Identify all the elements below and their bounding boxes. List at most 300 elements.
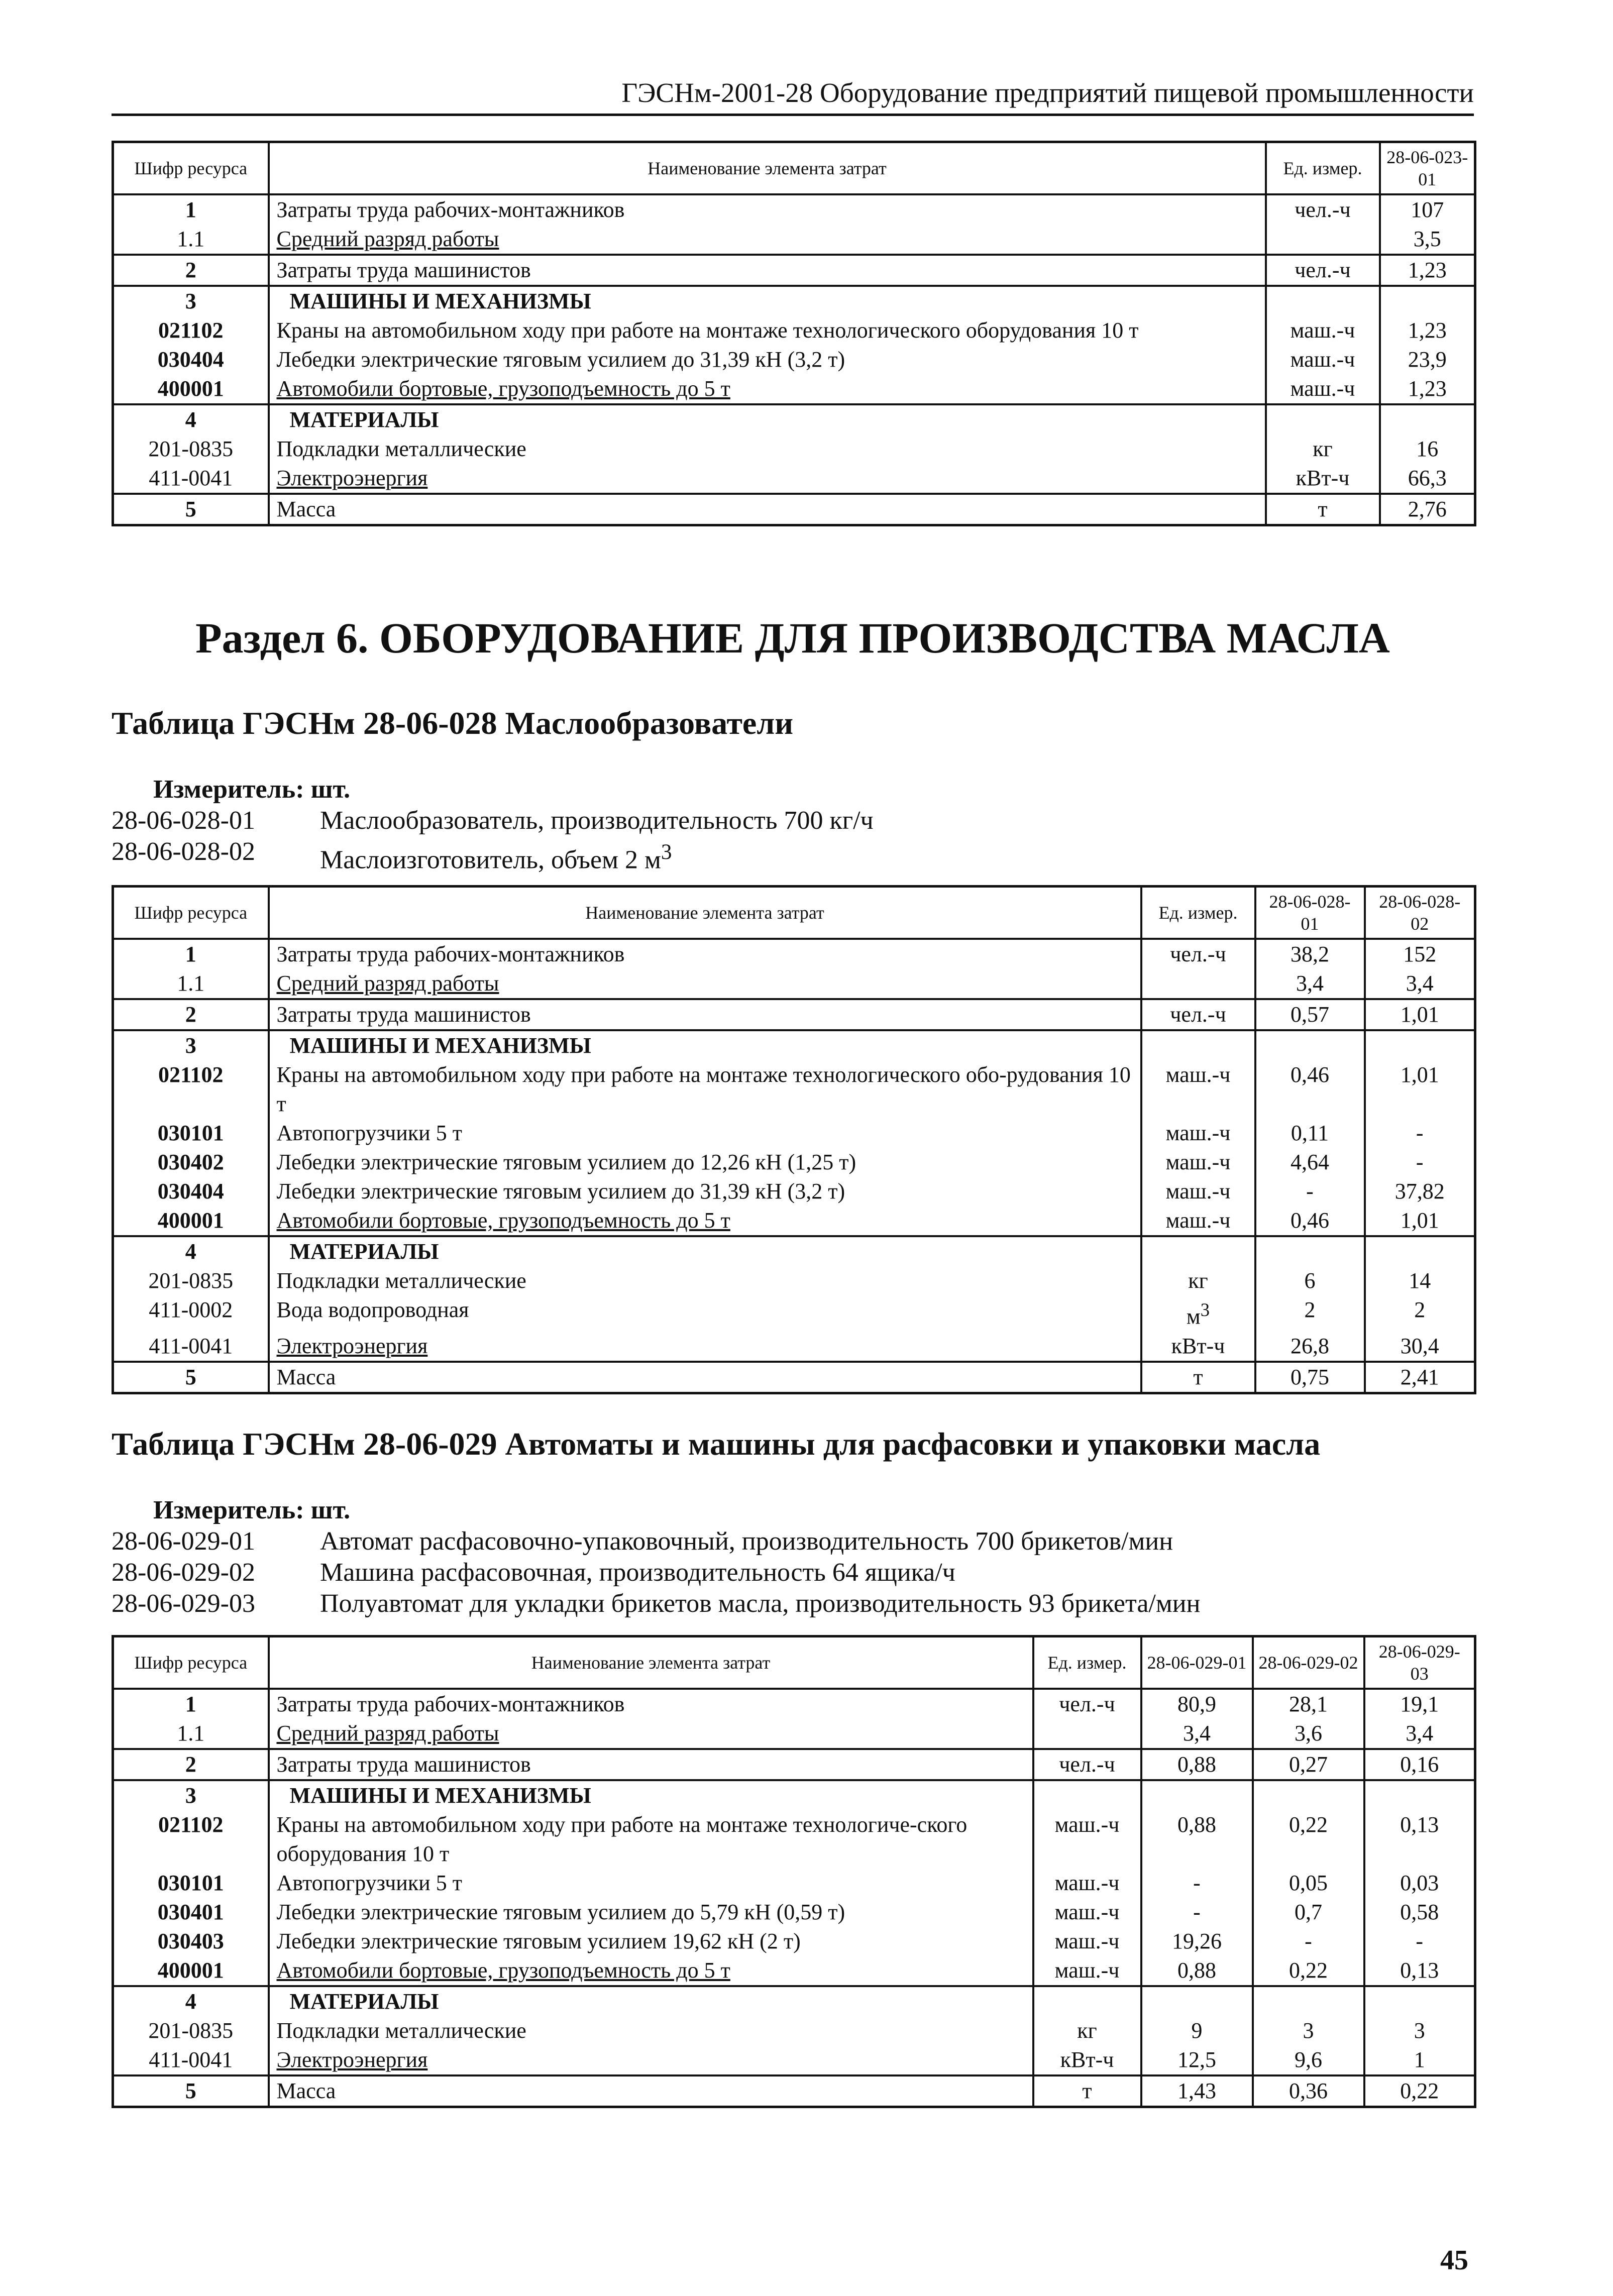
cell-unit <box>1266 434 1380 464</box>
meter-value: шт. <box>310 1496 351 1524</box>
cell-cost-element <box>269 1119 1141 1148</box>
cell-cost-element <box>269 1206 1141 1236</box>
item-code: 28-06-028-02 <box>112 837 255 866</box>
cell-unit <box>1033 1719 1141 1749</box>
cell-resource-code: 030101 <box>113 1119 269 1148</box>
cell-unit <box>1141 1177 1255 1206</box>
cost-element-text: Краны на автомобильном ходу при работе на монтаже технологического оборудования 10 т <box>276 318 1139 343</box>
cell-resource-code: 021102 <box>113 316 269 345</box>
cell-cost-element <box>269 345 1266 374</box>
table-row <box>113 1719 1475 1749</box>
cell-cost-element <box>269 464 1266 494</box>
list-item <box>112 1588 1474 1619</box>
cell-resource-code: 400001 <box>113 374 269 404</box>
cost-element-text: Автомобили бортовые, грузоподъемность до 5 т <box>276 1958 730 1983</box>
cost-element-text: Краны на автомобильном ходу при работе на монтаже технологического обо-рудования 10 т <box>276 1062 1131 1116</box>
cell-cost-element <box>269 225 1266 255</box>
table-row <box>113 1148 1475 1177</box>
unit-text: маш.-ч <box>1165 1062 1231 1087</box>
cell-cost-element <box>269 1749 1033 1780</box>
cell-resource-code: 4 <box>113 1236 269 1266</box>
unit-text: чел.-ч <box>1295 197 1351 222</box>
col-header-code: Шифр ресурса <box>113 1636 269 1689</box>
cell-norm-value: 0,88 <box>1141 1810 1253 1869</box>
cell-norm-value: 0,88 <box>1141 1956 1253 1986</box>
cell-cost-element <box>269 1719 1033 1749</box>
table-row <box>113 316 1475 345</box>
cost-element-text: Затраты труда машинистов <box>276 1002 531 1027</box>
unit-text: кВт-ч <box>1060 2047 1114 2072</box>
cell-unit <box>1033 2016 1141 2045</box>
cell-norm-value: 3 <box>1364 2016 1475 2045</box>
cell-resource-code: 2 <box>113 1749 269 1780</box>
cell-unit <box>1141 1060 1255 1119</box>
cell-norm-value: 4,64 <box>1255 1148 1365 1177</box>
cell-norm-value: 3,6 <box>1253 1719 1364 1749</box>
unit-text: маш.-ч <box>1290 318 1355 343</box>
cell-cost-element <box>269 1362 1141 1393</box>
meter-line <box>153 1495 350 1525</box>
cell-cost-element <box>269 2075 1033 2107</box>
cost-element-text: Автомобили бортовые, грузоподъемность до 5 т <box>276 376 730 401</box>
table-row <box>113 2075 1475 2107</box>
col-header-unit: Ед. измер. <box>1266 142 1380 195</box>
cell-resource-code: 030402 <box>113 1148 269 1177</box>
cost-element-text: МАТЕРИАЛЫ <box>289 1989 439 2014</box>
page-number: 45 <box>1440 2245 1468 2276</box>
cell-unit <box>1141 1148 1255 1177</box>
cell-norm-value: 12,5 <box>1141 2045 1253 2075</box>
cell-cost-element <box>269 1030 1141 1060</box>
cell-resource-code: 400001 <box>113 1206 269 1236</box>
cell-norm-value <box>1380 404 1475 434</box>
cost-element-text: Автомобили бортовые, грузоподъемность до 5 т <box>276 1208 730 1233</box>
cell-norm-value: 0,88 <box>1141 1749 1253 1780</box>
cell-norm-value: 107 <box>1380 194 1475 225</box>
cell-norm-value: 30,4 <box>1365 1332 1475 1362</box>
cell-norm-value <box>1255 1030 1365 1060</box>
cell-norm-value: 1,23 <box>1380 316 1475 345</box>
cell-resource-code: 1.1 <box>113 1719 269 1749</box>
item-text <box>320 836 1474 876</box>
cell-norm-value: 28,1 <box>1253 1689 1364 1719</box>
table-row <box>113 434 1475 464</box>
table-row <box>113 969 1475 999</box>
cell-resource-code: 030404 <box>113 345 269 374</box>
table-row <box>113 286 1475 316</box>
cell-norm-value: 0,36 <box>1253 2075 1364 2107</box>
cost-element-text: МАШИНЫ И МЕХАНИЗМЫ <box>289 1033 591 1058</box>
cost-element-text: Затраты труда рабочих-монтажников <box>276 942 625 966</box>
unit-text: чел.-ч <box>1170 1002 1226 1027</box>
table-header-row <box>113 887 1475 939</box>
cell-unit <box>1141 1236 1255 1266</box>
cell-resource-code: 030101 <box>113 1869 269 1898</box>
cell-cost-element <box>269 999 1141 1030</box>
cell-unit <box>1266 286 1380 316</box>
table-row <box>113 404 1475 434</box>
section-title: Раздел 6. ОБОРУДОВАНИЕ ДЛЯ ПРОИЗВОДСТВА МАСЛА <box>195 614 1390 662</box>
cell-cost-element <box>269 1956 1033 1986</box>
cell-unit <box>1033 1689 1141 1719</box>
meter-value: шт. <box>310 775 351 804</box>
cell-cost-element <box>269 1689 1033 1719</box>
cell-cost-element <box>269 1898 1033 1927</box>
norm-table-28-06-023 <box>112 141 1476 526</box>
cell-cost-element <box>269 255 1266 286</box>
cell-resource-code: 4 <box>113 1986 269 2016</box>
item-code: 28-06-029-01 <box>112 1527 255 1556</box>
cell-cost-element <box>269 494 1266 525</box>
cell-cost-element <box>269 1266 1141 1295</box>
col-header-value: 28-06-028-01 <box>1255 887 1365 939</box>
item-list-28-06-028 <box>112 805 1474 876</box>
cost-element-text: МАТЕРИАЛЫ <box>289 1239 439 1264</box>
unit-text: кг <box>1188 1268 1208 1293</box>
cell-norm-value: 2 <box>1365 1295 1475 1332</box>
cell-norm-value <box>1380 286 1475 316</box>
cost-element-text: Средний разряд работы <box>276 1721 499 1745</box>
cell-cost-element <box>269 1927 1033 1956</box>
table-row <box>113 1898 1475 1927</box>
cell-unit <box>1033 2045 1141 2075</box>
table-row <box>113 374 1475 404</box>
cell-norm-value <box>1141 1780 1253 1810</box>
cell-norm-value <box>1255 1236 1365 1266</box>
table-row <box>113 1362 1475 1393</box>
unit-text: маш.-ч <box>1165 1179 1231 1204</box>
list-item <box>112 1526 1474 1557</box>
cell-norm-value: - <box>1365 1148 1475 1177</box>
cell-resource-code: 411-0041 <box>113 464 269 494</box>
cost-element-text: Лебедки электрические тяговым усилием до 12,26 кН (1,25 т) <box>276 1150 856 1174</box>
list-item <box>112 805 1474 836</box>
table-row <box>113 1236 1475 1266</box>
unit-text: чел.-ч <box>1295 258 1351 282</box>
cell-resource-code: 2 <box>113 999 269 1030</box>
cost-element-text: Затраты труда машинистов <box>276 1752 531 1777</box>
cell-norm-value: 0,05 <box>1253 1869 1364 1898</box>
cell-resource-code: 021102 <box>113 1810 269 1869</box>
cell-cost-element <box>269 404 1266 434</box>
cell-unit <box>1266 494 1380 525</box>
table-row <box>113 1266 1475 1295</box>
cost-element-text: Средний разряд работы <box>276 227 499 251</box>
cell-norm-value: - <box>1253 1927 1364 1956</box>
unit-text: кг <box>1313 436 1333 461</box>
cost-element-text: Масса <box>276 497 336 521</box>
unit-text: кВт-ч <box>1296 466 1350 490</box>
cell-norm-value <box>1365 1030 1475 1060</box>
cost-element-text: Лебедки электрические тяговым усилием до 31,39 кН (3,2 т) <box>276 347 845 372</box>
item-code: 28-06-029-03 <box>112 1589 255 1618</box>
unit-text: м <box>1186 1304 1201 1329</box>
cell-norm-value: 1,01 <box>1365 1060 1475 1119</box>
cell-cost-element <box>269 1332 1141 1362</box>
cell-norm-value: 0,57 <box>1255 999 1365 1030</box>
list-item <box>112 1557 1474 1588</box>
cell-norm-value: 0,22 <box>1253 1956 1364 1986</box>
cost-element-text: Затраты труда машинистов <box>276 258 531 282</box>
cell-unit <box>1033 1986 1141 2016</box>
cost-element-text: Электроэнергия <box>276 1333 428 1358</box>
cell-norm-value: 3,4 <box>1365 969 1475 999</box>
item-list-28-06-029 <box>112 1526 1474 1619</box>
cell-norm-value: 2 <box>1255 1295 1365 1332</box>
col-header-code: Шифр ресурса <box>113 142 269 195</box>
cell-cost-element <box>269 1295 1141 1332</box>
cell-norm-value <box>1141 1986 1253 2016</box>
cell-unit <box>1141 1030 1255 1060</box>
cell-cost-element <box>269 1810 1033 1869</box>
col-header-name: Наименование элемента затрат <box>269 142 1266 195</box>
cell-unit <box>1141 1332 1255 1362</box>
cell-cost-element <box>269 1060 1141 1119</box>
table-row <box>113 345 1475 374</box>
unit-text: чел.-ч <box>1170 942 1226 966</box>
cell-norm-value: 19,1 <box>1364 1689 1475 1719</box>
cell-norm-value: 1 <box>1364 2045 1475 2075</box>
cell-norm-value: 152 <box>1365 939 1475 969</box>
cell-unit <box>1266 255 1380 286</box>
unit-superscript: 3 <box>1200 1299 1210 1320</box>
cell-resource-code: 400001 <box>113 1956 269 1986</box>
table-row <box>113 1177 1475 1206</box>
cell-norm-value: 2,41 <box>1365 1362 1475 1393</box>
unit-text: т <box>1193 1364 1203 1389</box>
table-row <box>113 255 1475 286</box>
cell-unit <box>1033 1898 1141 1927</box>
table-header-row <box>113 1636 1475 1689</box>
cell-unit <box>1033 1810 1141 1869</box>
cell-norm-value <box>1364 1986 1475 2016</box>
cell-unit <box>1266 194 1380 225</box>
unit-text: маш.-ч <box>1290 347 1355 372</box>
item-text-superscript: 3 <box>661 840 672 864</box>
cell-resource-code: 1 <box>113 194 269 225</box>
meter-label: Измеритель: <box>153 1496 304 1524</box>
cell-norm-value: 9,6 <box>1253 2045 1364 2075</box>
cell-norm-value: 0,46 <box>1255 1060 1365 1119</box>
item-code: 28-06-029-02 <box>112 1558 255 1587</box>
cell-norm-value: 0,11 <box>1255 1119 1365 1148</box>
cell-norm-value: 1,23 <box>1380 374 1475 404</box>
table-row <box>113 1810 1475 1869</box>
cell-norm-value: 2,76 <box>1380 494 1475 525</box>
col-header-value: 28-06-029-02 <box>1253 1636 1364 1689</box>
cell-resource-code: 411-0041 <box>113 2045 269 2075</box>
item-text-main: Маслоизготовитель, объем 2 м <box>320 845 661 874</box>
table-row <box>113 225 1475 255</box>
norm-table-28-06-029 <box>112 1635 1476 2108</box>
cell-unit <box>1033 1869 1141 1898</box>
unit-text: маш.-ч <box>1165 1121 1231 1145</box>
cell-cost-element <box>269 286 1266 316</box>
cell-norm-value: 80,9 <box>1141 1689 1253 1719</box>
cell-norm-value: - <box>1365 1119 1475 1148</box>
col-header-value: 28-06-028-02 <box>1365 887 1475 939</box>
table-row <box>113 1295 1475 1332</box>
cell-resource-code: 5 <box>113 1362 269 1393</box>
unit-text: кВт-ч <box>1171 1333 1225 1358</box>
cell-norm-value: - <box>1364 1927 1475 1956</box>
cell-norm-value: 0,58 <box>1364 1898 1475 1927</box>
cell-unit <box>1266 345 1380 374</box>
cell-cost-element <box>269 939 1141 969</box>
cell-norm-value: 1,23 <box>1380 255 1475 286</box>
cell-norm-value: 0,13 <box>1364 1956 1475 1986</box>
unit-text: чел.-ч <box>1059 1692 1115 1716</box>
col-header-name: Наименование элемента затрат <box>269 887 1141 939</box>
cell-resource-code: 3 <box>113 1030 269 1060</box>
unit-text: т <box>1082 2079 1092 2103</box>
cell-norm-value: 0,75 <box>1255 1362 1365 1393</box>
table-row <box>113 194 1475 225</box>
col-header-value: 28-06-029-01 <box>1141 1636 1253 1689</box>
cell-norm-value: 1,43 <box>1141 2075 1253 2107</box>
cell-norm-value: 0,03 <box>1364 1869 1475 1898</box>
cost-element-text: Масса <box>276 2079 336 2103</box>
cost-element-text: Масса <box>276 1364 336 1389</box>
cost-element-text: Электроэнергия <box>276 466 428 490</box>
table-title-28-06-029: Таблица ГЭСНм 28-06-029 Автоматы и машины для расфасовки и упаковки масла <box>112 1426 1321 1462</box>
cell-resource-code: 3 <box>113 286 269 316</box>
item-text: Автомат расфасовочно-упаковочный, производительность 700 брикетов/мин <box>320 1527 1173 1556</box>
cell-resource-code: 1.1 <box>113 969 269 999</box>
cell-resource-code: 1 <box>113 1689 269 1719</box>
cell-resource-code: 030404 <box>113 1177 269 1206</box>
col-header-unit: Ед. измер. <box>1033 1636 1141 1689</box>
unit-text: маш.-ч <box>1054 1958 1120 1983</box>
cell-resource-code: 030401 <box>113 1898 269 1927</box>
cell-norm-value: 0,27 <box>1253 1749 1364 1780</box>
cell-norm-value: 3,4 <box>1141 1719 1253 1749</box>
table-row <box>113 1749 1475 1780</box>
table-title-28-06-028: Таблица ГЭСНм 28-06-028 Маслообразователи <box>112 705 794 741</box>
cell-norm-value: 3,4 <box>1364 1719 1475 1749</box>
cell-norm-value: 0,22 <box>1253 1810 1364 1869</box>
cell-unit <box>1033 1780 1141 1810</box>
cost-element-text: МАТЕРИАЛЫ <box>289 407 439 432</box>
cell-norm-value: 19,26 <box>1141 1927 1253 1956</box>
col-header-value: 28-06-023-01 <box>1380 142 1475 195</box>
running-header: ГЭСНм-2001-28 Оборудование предприятий пищевой промышленности <box>112 75 1474 116</box>
cell-cost-element <box>269 1869 1033 1898</box>
cell-norm-value: 66,3 <box>1380 464 1475 494</box>
table-row <box>113 2016 1475 2045</box>
cell-norm-value: 0,22 <box>1364 2075 1475 2107</box>
unit-text: чел.-ч <box>1059 1752 1115 1777</box>
cell-norm-value: 0,13 <box>1364 1810 1475 1869</box>
cost-element-text: Подкладки металлические <box>276 1268 526 1293</box>
table-row <box>113 1869 1475 1898</box>
cell-norm-value <box>1253 1986 1364 2016</box>
cell-norm-value: 16 <box>1380 434 1475 464</box>
cell-norm-value: 0,7 <box>1253 1898 1364 1927</box>
cell-cost-element <box>269 434 1266 464</box>
cell-resource-code: 411-0002 <box>113 1295 269 1332</box>
cell-unit <box>1141 1206 1255 1236</box>
table-row <box>113 464 1475 494</box>
cost-element-text: Автопогрузчики 5 т <box>276 1871 462 1895</box>
cell-cost-element <box>269 1780 1033 1810</box>
item-text: Машина расфасовочная, производительность 64 ящика/ч <box>320 1558 955 1587</box>
table-row <box>113 1332 1475 1362</box>
table-row <box>113 1986 1475 2016</box>
cell-unit <box>1141 1119 1255 1148</box>
cell-resource-code: 5 <box>113 2075 269 2107</box>
cell-norm-value: - <box>1255 1177 1365 1206</box>
unit-text: маш.-ч <box>1165 1150 1231 1174</box>
cost-element-text: Лебедки электрические тяговым усилием 19,62 кН (2 т) <box>276 1929 801 1953</box>
table-row <box>113 1030 1475 1060</box>
cell-resource-code: 411-0041 <box>113 1332 269 1362</box>
cell-norm-value: 26,8 <box>1255 1332 1365 1362</box>
table-row <box>113 999 1475 1030</box>
cell-cost-element <box>269 316 1266 345</box>
cell-unit <box>1266 374 1380 404</box>
cell-resource-code: 2 <box>113 255 269 286</box>
table-row <box>113 1780 1475 1810</box>
cell-unit <box>1141 1362 1255 1393</box>
cell-cost-element <box>269 1148 1141 1177</box>
cell-unit <box>1266 225 1380 255</box>
table-row <box>113 2045 1475 2075</box>
cost-element-text: Автопогрузчики 5 т <box>276 1121 462 1145</box>
cell-unit <box>1033 1749 1141 1780</box>
cell-resource-code: 030403 <box>113 1927 269 1956</box>
cell-norm-value: 1,01 <box>1365 999 1475 1030</box>
cell-resource-code: 4 <box>113 404 269 434</box>
table-row <box>113 1206 1475 1236</box>
cell-norm-value: 6 <box>1255 1266 1365 1295</box>
table-row <box>113 494 1475 525</box>
col-header-code: Шифр ресурса <box>113 887 269 939</box>
cell-unit <box>1033 1927 1141 1956</box>
cost-element-text: Средний разряд работы <box>276 971 499 996</box>
unit-text: маш.-ч <box>1054 1871 1120 1895</box>
unit-text: маш.-ч <box>1290 376 1355 401</box>
cost-element-text: Лебедки электрические тяговым усилием до 5,79 кН (0,59 т) <box>276 1900 845 1924</box>
table-row <box>113 1060 1475 1119</box>
cell-resource-code: 201-0835 <box>113 434 269 464</box>
cost-element-text: Лебедки электрические тяговым усилием до 31,39 кН (3,2 т) <box>276 1179 845 1204</box>
cell-norm-value: 0,46 <box>1255 1206 1365 1236</box>
col-header-value: 28-06-029-03 <box>1364 1636 1475 1689</box>
cell-norm-value: 3,4 <box>1255 969 1365 999</box>
cell-norm-value <box>1253 1780 1364 1810</box>
item-text: Маслообразователь, производительность 700 кг/ч <box>320 806 874 835</box>
table-row <box>113 1927 1475 1956</box>
cell-norm-value <box>1365 1236 1475 1266</box>
cell-norm-value: - <box>1141 1898 1253 1927</box>
unit-text: маш.-ч <box>1165 1208 1231 1233</box>
cell-unit <box>1141 1295 1255 1332</box>
list-item <box>112 836 1474 876</box>
table-row <box>113 1956 1475 1986</box>
cell-resource-code: 5 <box>113 494 269 525</box>
item-text: Полуавтомат для укладки брикетов масла, производительность 93 брикета/мин <box>320 1589 1201 1618</box>
cell-cost-element <box>269 1986 1033 2016</box>
unit-text: маш.-ч <box>1054 1900 1120 1924</box>
cell-norm-value: 3,5 <box>1380 225 1475 255</box>
table-row <box>113 939 1475 969</box>
cell-unit <box>1266 464 1380 494</box>
cell-resource-code: 1 <box>113 939 269 969</box>
cell-unit <box>1141 969 1255 999</box>
unit-text: кг <box>1077 2018 1097 2043</box>
cell-norm-value: 37,82 <box>1365 1177 1475 1206</box>
